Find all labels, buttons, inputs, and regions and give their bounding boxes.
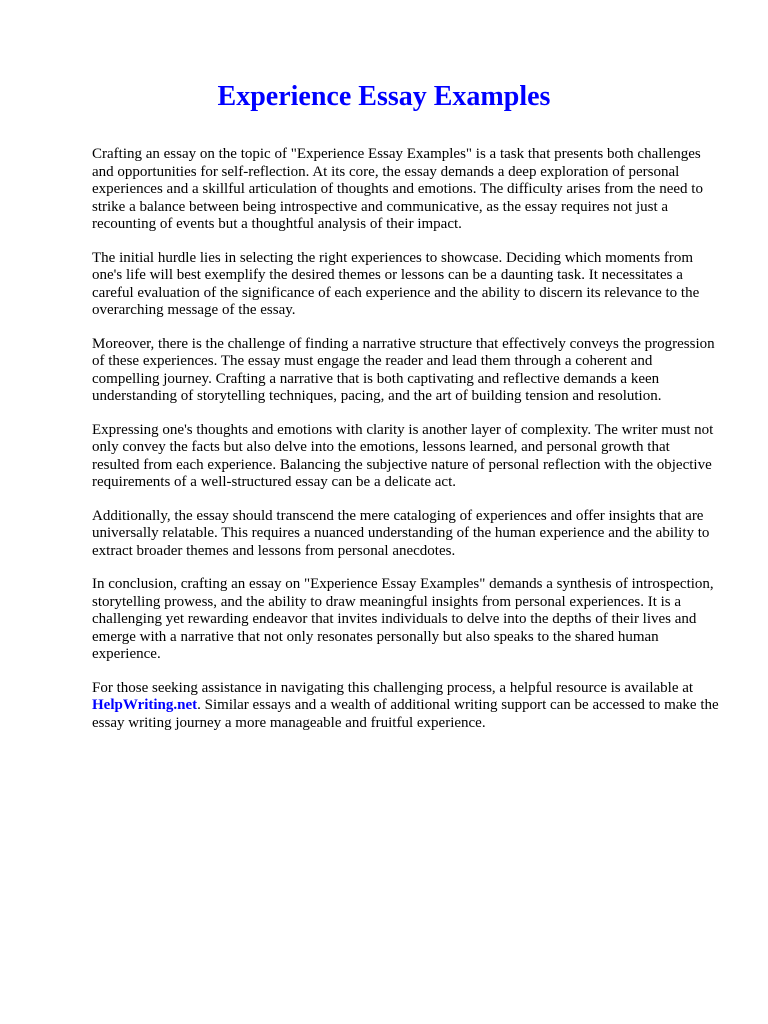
paragraph-3: Moreover, there is the challenge of finding a narrative structure that effectively conveys the progression of these experiences. The essay must engage the reader and lead them through a coherent and compelling journey. Crafting a narrative that is both captivating and reflective demands a keen understanding of storytelling techniques, pacing, and the art of building tension and resolution. [92,335,715,404]
paragraph-6: In conclusion, crafting an essay on "Experience Essay Examples" demands a synthesis of introspection, storytelling prowess, and the ability to draw meaningful insights from personal experiences. It is a challenging yet rewarding endeavor that invites individuals to delve into the depths of their lives and emerge with a narrative that not only resonates personally but also speaks to the shared human experience. [92,576,714,662]
paragraph-4: Expressing one's thoughts and emotions with clarity is another layer of complexity. The writer must not only convey the facts but also delve into the emotions, lessons learned, and personal growth that resulted from each experience. Balancing the subjective nature of personal reflection with the objective requirements of a well-structured essay can be a delicate act. [92,421,714,490]
document-title: Experience Essay Examples [217,81,551,112]
paragraph-2: The initial hurdle lies in selecting the right experiences to showcase. Deciding which moments from one's life will best exemplify the desired themes or lessons can be a daunting task. It necessitates a careful evaluation of the significance of each experience and the ability to discern its relevance to the overarching message of the essay. [92,249,700,318]
helpwriting-link[interactable]: HelpWriting.net [92,697,198,713]
paragraph-1: Crafting an essay on the topic of "Experience Essay Examples" is a task that presents both challenges and opportunities for self-reflection. At its core, the essay demands a deep exploration of personal experiences and a skillful articulation of thoughts and emotions. The difficulty arises from the need to strike a balance between being introspective and communicative, as the essay requires not just a recounting of events but a thoughtful analysis of their impact. [92,146,703,232]
paragraph-7-text-before-link: For those seeking assistance in navigating this challenging process, a helpful resource is available at [92,679,694,696]
document-body [92,146,720,748]
paragraph-7 [92,680,720,733]
paragraph-5: Additionally, the essay should transcend the mere cataloging of experiences and offer insights that are universally relatable. This requires a nuanced understanding of the human experience and the ability to extract broader themes and lessons from personal anecdotes. [92,507,710,559]
paragraph-7-text-after-link: . Similar essays and a wealth of additional writing support can be accessed to make the essay writing journey a more manageable and fruitful experience. [92,697,719,731]
